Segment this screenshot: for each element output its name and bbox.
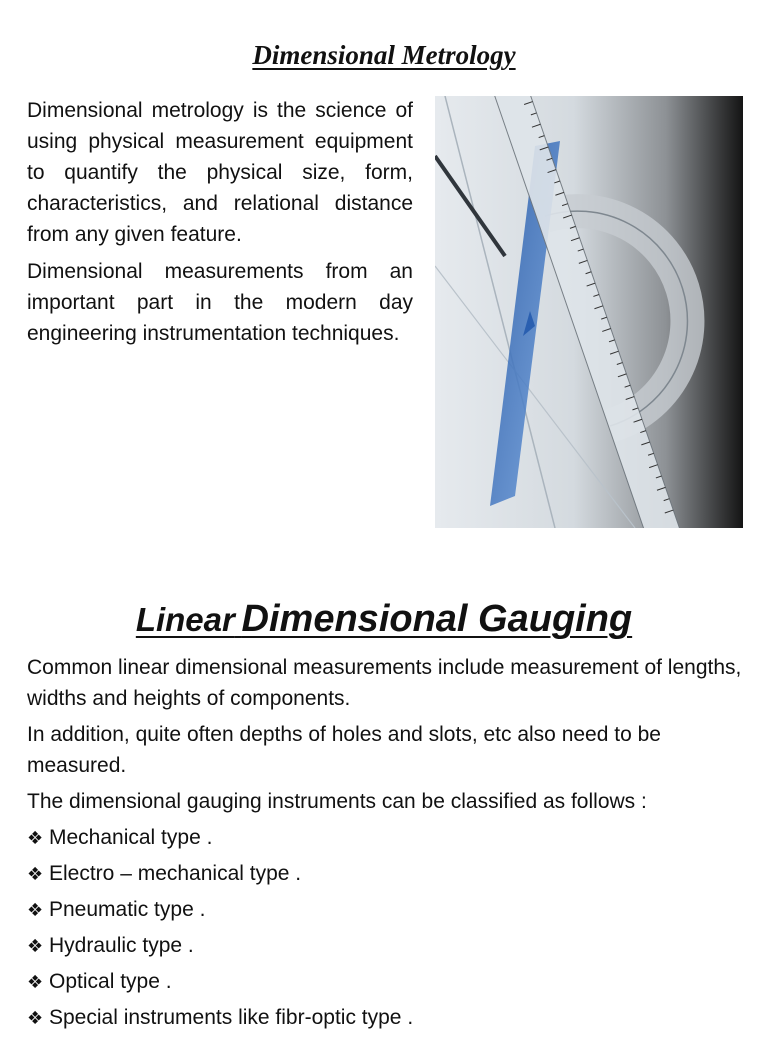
- diamond-bullet-icon: ❖: [27, 936, 44, 956]
- list-item: [27, 1002, 747, 1033]
- diamond-bullet-icon: ❖: [27, 972, 44, 992]
- list-item: [27, 894, 747, 925]
- list-item-label: Special instruments like fibr-optic type .: [49, 1006, 414, 1029]
- section-title: [0, 598, 768, 641]
- intro-paragraph: Dimensional measurements from an important part in the modern day engineering instrumentation techniques.: [27, 260, 413, 345]
- intro-text: [27, 95, 413, 355]
- list-item: [27, 966, 747, 997]
- section-paragraph: Common linear dimensional measurements include measurement of lengths, widths and heights of components.: [27, 656, 742, 710]
- list-item-label: Mechanical type .: [49, 826, 213, 849]
- list-item: [27, 858, 747, 889]
- list-item-label: Optical type .: [49, 970, 172, 993]
- list-item: [27, 822, 747, 853]
- section-title-part1: Linear: [135, 601, 235, 638]
- section-paragraph: In addition, quite often depths of holes and slots, etc also need to be measured.: [27, 723, 661, 777]
- diamond-bullet-icon: ❖: [27, 864, 44, 884]
- intro-paragraph: Dimensional metrology is the science of using physical measurement equipment to quantify the physical size, form, characteristics, and relational distance from any given feature.: [27, 99, 413, 246]
- diamond-bullet-icon: ❖: [27, 900, 44, 920]
- section-title-part2: Dimensional Gauging: [241, 598, 633, 640]
- section-body: [27, 652, 747, 1038]
- photo-illustration: [435, 96, 743, 528]
- list-item: [27, 930, 747, 961]
- diamond-bullet-icon: ❖: [27, 1008, 44, 1028]
- instrument-type-list: [27, 822, 747, 1033]
- slide-title: Dimensional Metrology: [252, 40, 516, 70]
- list-item-label: Electro – mechanical type .: [49, 862, 302, 885]
- section-paragraph: The dimensional gauging instruments can be classified as follows :: [27, 790, 647, 813]
- diamond-bullet-icon: ❖: [27, 828, 44, 848]
- list-item-label: Pneumatic type .: [49, 898, 206, 921]
- list-item-label: Hydraulic type .: [49, 934, 194, 957]
- ruler-protractor-photo: [435, 96, 743, 528]
